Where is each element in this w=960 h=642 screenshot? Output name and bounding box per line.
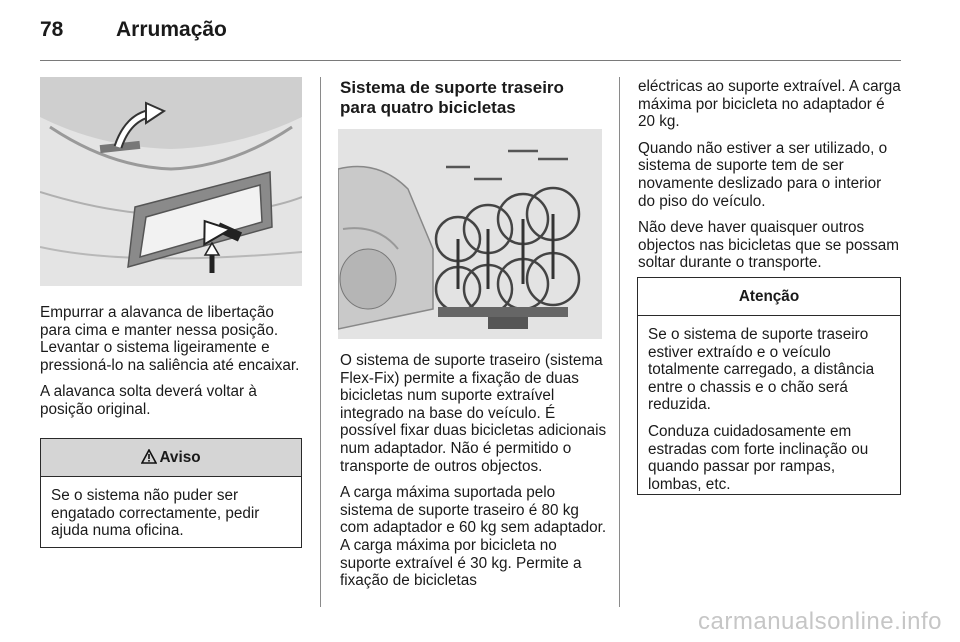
warning-box [40,438,302,548]
column-divider-2 [619,77,620,607]
page-header [40,18,227,42]
page-number: 78 [40,18,64,41]
warning-box-header [41,439,301,477]
caution-paragraph-1: Se o sistema de suporte traseiro estiver extraído e o veículo totalmente carregado, a distância entre o chassis e o chão será reduzida. [648,326,875,414]
caution-paragraph-2: Conduza cuidadosamente em estradas com forte inclinação ou quando passar por rampas, lombas, etc. [648,422,869,493]
column-divider-1 [320,77,321,607]
bumper-lever-figure [40,77,302,286]
col1-paragraph-1: Empurrar a alavanca de libertação para cima e manter nessa posição. Levantar o sistema ligeiramente e pressioná-lo na saliência até encaixar. [40,304,300,374]
warning-triangle-icon [141,441,157,478]
column-3-text [638,78,902,281]
caution-box [637,277,901,495]
four-bicycles-rear-carrier-illustration [338,129,602,339]
column-1-text [40,304,302,428]
warning-box-text: Se o sistema não puder ser engatado correctamente, pedir ajuda numa oficina. [51,487,260,540]
bike-carrier-figure [338,129,602,339]
col3-paragraph-3: Não deve haver quaisquer outros objectos nas bicicletas que se possam soltar durante o transporte. [638,219,900,272]
col3-paragraph-1: eléctricas ao suporte extraível. A carga máxima por bicicleta no adaptador é 20 kg. [638,78,901,131]
col1-paragraph-2: A alavanca solta deverá voltar à posição original. [40,383,257,418]
caution-box-header: Atenção [638,278,900,316]
section-title: Arrumação [116,18,227,41]
bike-carrier-heading: Sistema de suporte traseiro para quatro bicicletas [340,78,564,117]
watermark: carmanualsonline.info [698,608,942,635]
header-rule [40,60,901,61]
col3-paragraph-2: Quando não estiver a ser utilizado, o sistema de suporte tem de ser novamente deslizado para o interior do piso do veículo. [638,139,888,210]
warning-box-body [41,477,301,540]
col2-paragraph-1: O sistema de suporte traseiro (sistema Flex-Fix) permite a fixação de duas bicicletas num suporte extraível integrado na base do veículo. É possível fixar duas bicicletas adicionais num adaptador. Não é permitido o transporte de outros objectos. [340,352,607,475]
caution-box-body [638,316,900,493]
col2-paragraph-2: A carga máxima suportada pelo sistema de suporte traseiro é 80 kg com adaptador e 60 kg sem adaptador. A carga máxima por bicicleta no suporte extraível é 30 kg. Permite a fixação de bicicletas [340,484,607,590]
rear-bumper-license-plate-lever-illustration [40,77,302,286]
warning-box-title: Aviso [159,449,201,466]
column-2-text [340,352,608,599]
